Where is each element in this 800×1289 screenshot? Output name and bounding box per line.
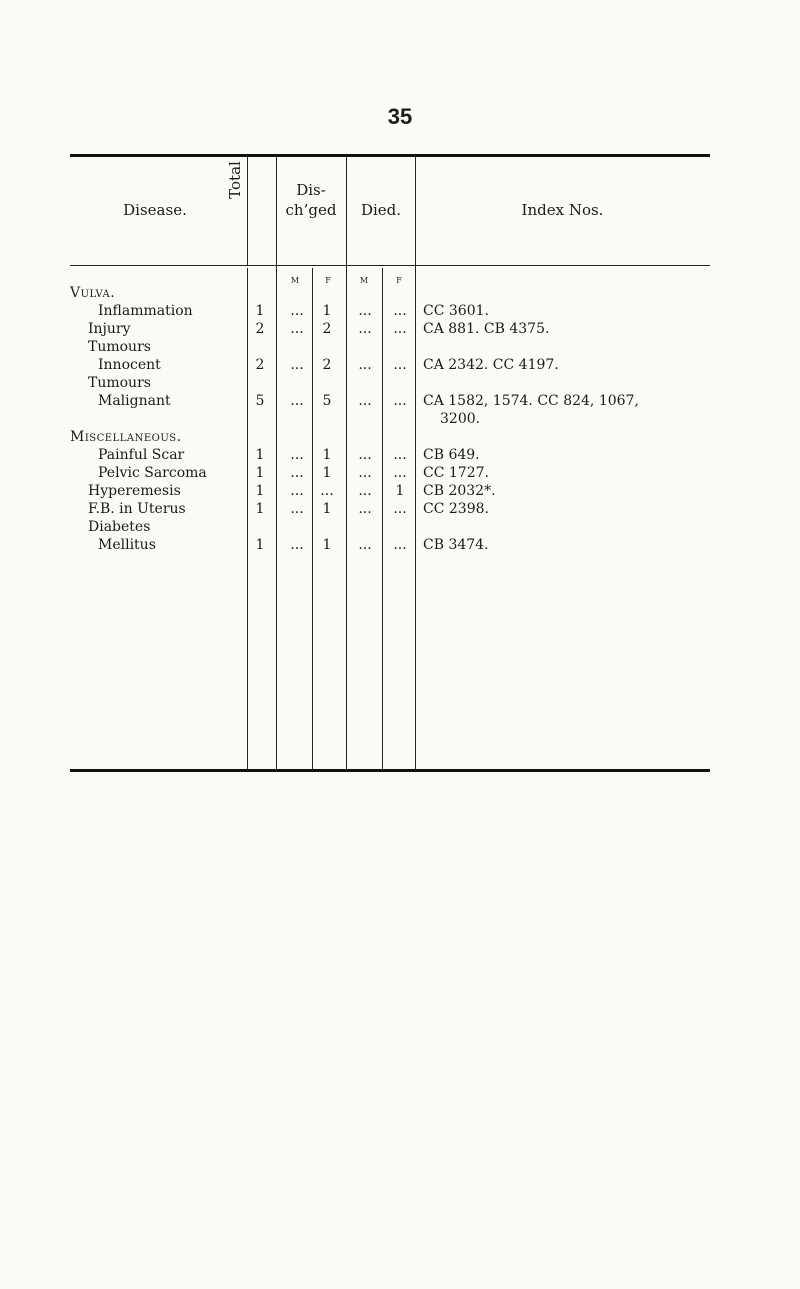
total-cell: 1 bbox=[255, 303, 265, 319]
header-died: Died. bbox=[360, 201, 402, 219]
died-m-cell: ... bbox=[358, 501, 372, 517]
total-cell: 1 bbox=[255, 537, 265, 553]
index-nos-cell: CC 2398. bbox=[423, 501, 489, 517]
discharged-f-cell: 5 bbox=[322, 393, 332, 409]
index-nos-cell: CA 1582, 1574. CC 824, 1067, bbox=[423, 393, 639, 409]
discharged-m-cell: ... bbox=[290, 483, 304, 499]
index-nos-cell: CC 1727. bbox=[423, 465, 489, 481]
total-cell: 1 bbox=[255, 465, 265, 481]
disease-cell: Tumours bbox=[88, 375, 151, 391]
table-row bbox=[0, 338, 800, 356]
died-m-cell: ... bbox=[358, 447, 372, 463]
index-nos-cell: CA 2342. CC 4197. bbox=[423, 357, 559, 373]
index-nos-cell: CB 2032*. bbox=[423, 483, 496, 499]
sub-header-discharged-m: M bbox=[290, 276, 300, 285]
index-nos-cell: CA 881. CB 4375. bbox=[423, 321, 550, 337]
died-m-cell: ... bbox=[358, 483, 372, 499]
discharged-f-cell: 1 bbox=[322, 501, 332, 517]
discharged-f-cell: 1 bbox=[322, 465, 332, 481]
died-m-cell: ... bbox=[358, 357, 372, 373]
sub-header-died-f: F bbox=[396, 276, 402, 285]
discharged-m-cell: ... bbox=[290, 393, 304, 409]
total-cell: 1 bbox=[255, 501, 265, 517]
table-row bbox=[0, 356, 800, 374]
page-number: 35 bbox=[387, 104, 413, 129]
table-bottom-rule bbox=[70, 769, 710, 772]
discharged-m-cell: ... bbox=[290, 303, 304, 319]
died-m-cell: ... bbox=[358, 537, 372, 553]
table-row bbox=[0, 302, 800, 320]
total-cell: 2 bbox=[255, 321, 265, 337]
sub-header-discharged-f: F bbox=[325, 276, 331, 285]
disease-cell: Injury bbox=[88, 321, 131, 337]
disease-cell: Diabetes bbox=[88, 519, 151, 535]
table-row bbox=[0, 284, 800, 302]
died-m-cell: ... bbox=[358, 321, 372, 337]
died-m-cell: ... bbox=[358, 303, 372, 319]
table-row bbox=[0, 320, 800, 338]
disease-cell: Hyperemesis bbox=[88, 483, 181, 499]
discharged-m-cell: ... bbox=[290, 447, 304, 463]
index-nos-cell: CC 3601. bbox=[423, 303, 489, 319]
discharged-m-cell: ... bbox=[290, 465, 304, 481]
died-f-cell: ... bbox=[393, 465, 407, 481]
disease-cell: Malignant bbox=[98, 393, 171, 409]
disease-cell: Painful Scar bbox=[98, 447, 185, 463]
discharged-f-cell: 1 bbox=[322, 447, 332, 463]
died-m-cell: ... bbox=[358, 393, 372, 409]
table-row bbox=[0, 464, 800, 482]
died-f-cell: ... bbox=[393, 357, 407, 373]
total-cell: 2 bbox=[255, 357, 265, 373]
table-row bbox=[0, 482, 800, 500]
table-row bbox=[0, 536, 800, 554]
disease-cell: Miscellaneous. bbox=[70, 429, 182, 445]
table-row bbox=[0, 446, 800, 464]
discharged-f-cell: ... bbox=[320, 483, 334, 499]
column-divider bbox=[247, 157, 248, 266]
table-top-rule bbox=[70, 154, 710, 157]
table-row bbox=[0, 518, 800, 536]
discharged-f-cell: 2 bbox=[322, 321, 332, 337]
died-f-cell: 1 bbox=[395, 483, 405, 499]
died-f-cell: ... bbox=[393, 393, 407, 409]
disease-cell: Innocent bbox=[98, 357, 161, 373]
index-nos-cell: CB 649. bbox=[423, 447, 480, 463]
total-cell: 1 bbox=[255, 483, 265, 499]
disease-cell: Pelvic Sarcoma bbox=[98, 465, 207, 481]
header-total: Total bbox=[226, 161, 244, 199]
total-cell: 5 bbox=[255, 393, 265, 409]
disease-cell: F.B. in Uterus bbox=[88, 501, 186, 517]
header-discharged: Dis- ch’ged bbox=[285, 181, 337, 219]
discharged-m-cell: ... bbox=[290, 537, 304, 553]
died-m-cell: ... bbox=[358, 465, 372, 481]
table-row bbox=[0, 500, 800, 518]
discharged-m-cell: ... bbox=[290, 321, 304, 337]
total-cell: 1 bbox=[255, 447, 265, 463]
header-disease: Disease. bbox=[123, 201, 187, 219]
header-rule bbox=[70, 265, 710, 266]
died-f-cell: ... bbox=[393, 303, 407, 319]
died-f-cell: ... bbox=[393, 501, 407, 517]
died-f-cell: ... bbox=[393, 321, 407, 337]
table-row bbox=[0, 428, 800, 446]
discharged-m-cell: ... bbox=[290, 501, 304, 517]
disease-cell: Inflammation bbox=[98, 303, 193, 319]
disease-cell: Vulva. bbox=[70, 285, 116, 301]
table-row bbox=[0, 392, 800, 410]
sub-header-died-m: M bbox=[359, 276, 369, 285]
disease-cell: Tumours bbox=[88, 339, 151, 355]
died-f-cell: ... bbox=[393, 537, 407, 553]
died-f-cell: ... bbox=[393, 447, 407, 463]
index-nos-cell: 3200. bbox=[440, 411, 481, 427]
discharged-f-cell: 2 bbox=[322, 357, 332, 373]
table-row bbox=[0, 374, 800, 392]
index-nos-cell: CB 3474. bbox=[423, 537, 489, 553]
table-row bbox=[0, 410, 800, 428]
disease-cell: Mellitus bbox=[98, 537, 156, 553]
discharged-m-cell: ... bbox=[290, 357, 304, 373]
header-index-nos: Index Nos. bbox=[521, 201, 604, 219]
discharged-f-cell: 1 bbox=[322, 537, 332, 553]
discharged-f-cell: 1 bbox=[322, 303, 332, 319]
